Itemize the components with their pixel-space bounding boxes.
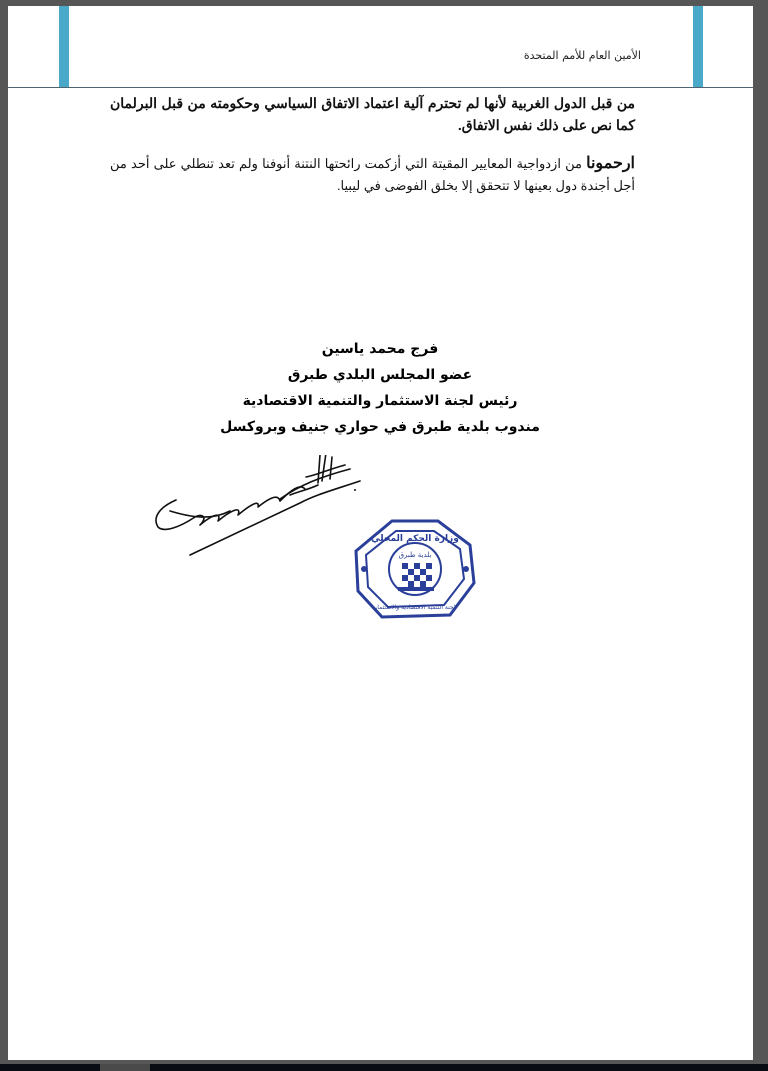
header-accent-bar-right bbox=[693, 6, 703, 87]
official-stamp bbox=[352, 517, 478, 621]
header-divider bbox=[8, 87, 753, 88]
header-title: الأمين العام للأمم المتحدة bbox=[523, 49, 641, 62]
paragraph-2 bbox=[110, 153, 635, 197]
stamp-inner-text: بلدية طبرق bbox=[398, 551, 432, 559]
horizontal-scrollbar-thumb[interactable] bbox=[100, 1064, 150, 1071]
header-accent-bar-left bbox=[59, 6, 69, 87]
paragraph-2-lead: ارحمونا bbox=[586, 155, 635, 172]
signatory-name: فرج محمد ياسين bbox=[321, 341, 439, 357]
paragraph-2-text: من ازدواجية المعايير المقيتة التي أزكمت رائحتها النتنة أنوفنا ولم تعد تنطلي على أحد من أجل أجندة دول بعينها لا تتحقق إلا بخلق الفوضى في ليبيا. bbox=[110, 156, 635, 193]
stamp-outer-text: وزارة الحكم المحلي bbox=[371, 534, 459, 544]
handwritten-signature bbox=[150, 455, 380, 565]
signatory-title-2: رئيس لجنة الاستثمار والتنمية الاقتصادية bbox=[242, 393, 518, 409]
signatory-block bbox=[200, 336, 560, 440]
paragraph-1: من قبل الدول الغربية لأنها لم تحترم آلية اعتماد الاتفاق السياسي وحكومته من قبل البرلمان كما نص على ذلك نفس الاتفاق. bbox=[110, 95, 635, 133]
stamp-bottom-text: لجنة التنمية الاقتصادية والاستثمار bbox=[374, 604, 456, 611]
signatory-title-1: عضو المجلس البلدي طبرق bbox=[287, 367, 473, 383]
signatory-title-3: مندوب بلدية طبرق في حواري جنيف وبروكسل bbox=[220, 419, 540, 435]
